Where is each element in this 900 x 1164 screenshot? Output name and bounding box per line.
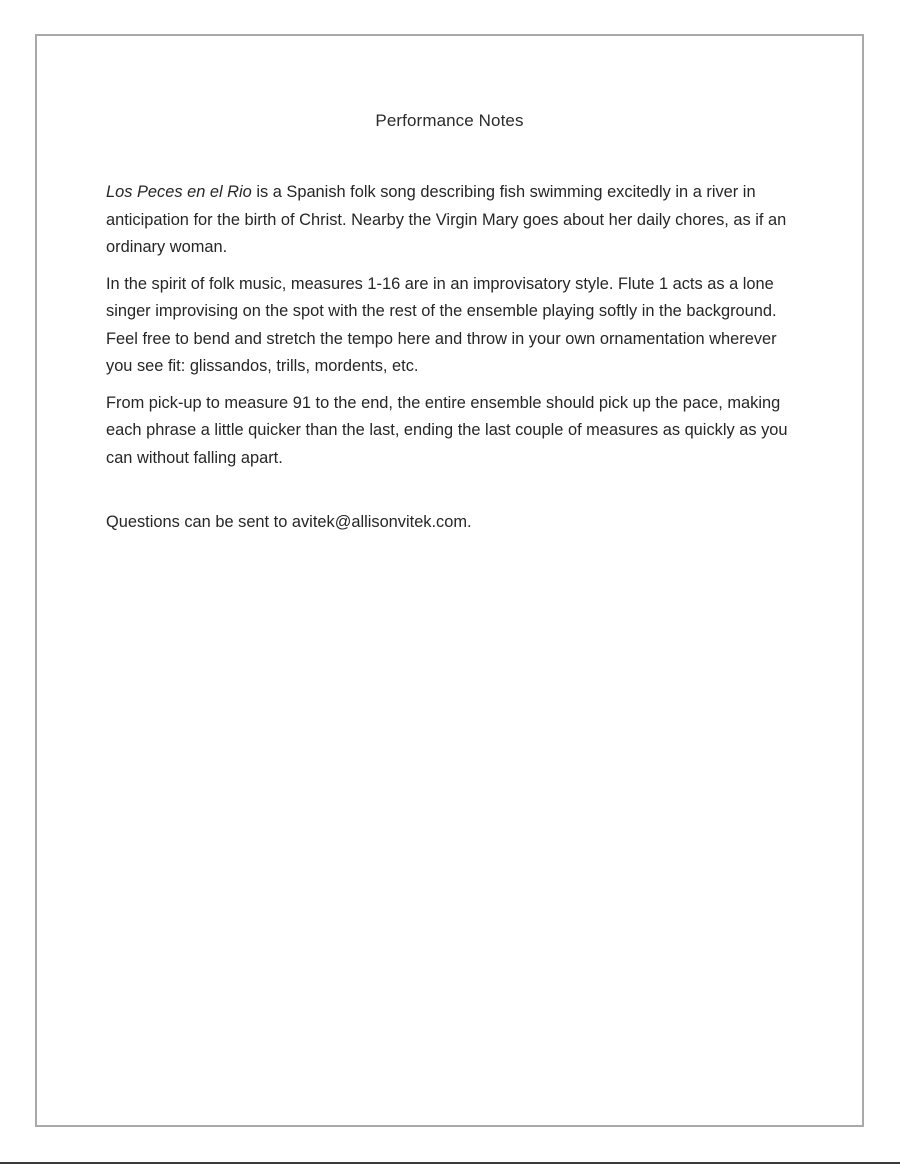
document-body bbox=[106, 179, 806, 546]
document-page bbox=[35, 34, 864, 1127]
page-title: Performance Notes bbox=[375, 111, 524, 130]
paragraph-intro bbox=[106, 179, 806, 262]
song-title: Los Peces en el Rio bbox=[106, 183, 252, 201]
contact-line: Questions can be sent to avitek@allisonvitek.com. bbox=[106, 513, 472, 531]
paragraph-tempo: From pick-up to measure 91 to the end, the entire ensemble should pick up the pace, making each phrase a little quicker than the last, ending the last couple of measures as quickly as you can without falling apart. bbox=[106, 393, 788, 467]
paragraph-improvisation: In the spirit of folk music, measures 1-16 are in an improvisatory style. Flute 1 acts as a lone singer improvising on the spot with the rest of the ensemble playing softly in the background. Feel free to bend and stretch the tempo here and throw in your own ornamentation wherever you see fit: glissandos, trills, mordents, etc. bbox=[106, 274, 777, 375]
paragraph-intro-text: is a Spanish folk song describing fish swimming excitedly in a river in anticipation for the birth of Christ. Nearby the Virgin Mary goes about her daily chores, as if an ordinary woman. bbox=[106, 183, 787, 256]
